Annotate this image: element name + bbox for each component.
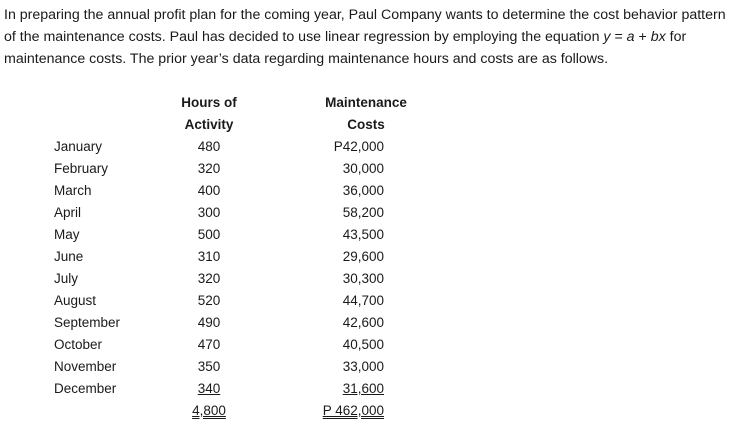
month-cell: April <box>54 205 82 220</box>
month-cell: May <box>54 227 80 242</box>
hours-cell: 310 <box>197 249 221 264</box>
equation-y: y <box>603 29 611 45</box>
header-hours-of-activity <box>166 92 252 136</box>
table-row <box>0 246 737 268</box>
hours-cell-value: 340 <box>197 381 221 396</box>
hours-cell: 520 <box>197 293 221 308</box>
hours-cell <box>166 378 252 400</box>
intro-text-part1: In preparing the annual profit plan for the coming year, Paul Company wants to determine the cost behavior pattern of the maintenance costs. Paul has decided to use linear regression by employing the equation <box>4 7 726 45</box>
header-hours-line2: Activity <box>184 117 234 132</box>
totals-row <box>0 400 737 422</box>
cost-cell: 33,000 <box>342 359 384 374</box>
hours-cell: 320 <box>197 271 221 286</box>
header-costs-line2: Costs <box>347 117 385 132</box>
month-cell: October <box>54 337 103 352</box>
table-row <box>0 268 737 290</box>
hours-cell: 320 <box>197 161 221 176</box>
hours-cell: 470 <box>197 337 221 352</box>
cost-cell: P42,000 <box>333 139 384 154</box>
month-cell: December <box>54 381 117 396</box>
hours-cell: 300 <box>197 205 221 220</box>
equation-plus: + <box>634 29 651 45</box>
cost-cell-value: 31,600 <box>342 381 384 396</box>
equation-equals: = <box>610 29 627 45</box>
table-row <box>0 334 737 356</box>
table-row <box>0 378 737 400</box>
table-row <box>0 180 737 202</box>
table-row <box>0 224 737 246</box>
header-hours-line1: Hours of <box>181 95 237 110</box>
header-costs-line1: Maintenance <box>325 95 407 110</box>
hours-cell: 490 <box>197 315 221 330</box>
intro-paragraph <box>4 4 732 70</box>
month-cell: July <box>54 271 79 286</box>
cost-cell <box>300 378 384 400</box>
month-cell: August <box>54 293 97 308</box>
cost-cell: 43,500 <box>342 227 384 242</box>
table-row <box>0 312 737 334</box>
month-cell: March <box>54 183 92 198</box>
month-cell: June <box>54 249 84 264</box>
cost-cell: 42,600 <box>342 315 384 330</box>
cost-cell: 30,000 <box>342 161 384 176</box>
hours-cell: 350 <box>197 359 221 374</box>
equation-bx: bx <box>650 29 666 45</box>
cost-cell: 58,200 <box>342 205 384 220</box>
cost-cell: 36,000 <box>342 183 384 198</box>
cost-cell: 29,600 <box>342 249 384 264</box>
table-row <box>0 290 737 312</box>
hours-cell: 500 <box>197 227 221 242</box>
total-hours-value: 4,800 <box>192 403 226 418</box>
intro-text-part2: for maintenance costs. The prior year’s data regarding maintenance hours and costs are as follows. <box>4 29 687 67</box>
table-row <box>0 202 737 224</box>
total-hours-cell <box>166 400 252 422</box>
cost-cell: 40,500 <box>342 337 384 352</box>
month-cell: January <box>54 139 103 154</box>
table-row <box>0 356 737 378</box>
total-cost-value: P 462,000 <box>322 403 384 418</box>
month-cell: November <box>54 359 117 374</box>
total-cost-cell <box>300 400 384 422</box>
cost-cell: 44,700 <box>342 293 384 308</box>
header-maintenance-costs <box>308 92 424 136</box>
month-cell: February <box>54 161 109 176</box>
hours-cell: 400 <box>197 183 221 198</box>
hours-cell: 480 <box>197 139 221 154</box>
equation-a: a <box>626 29 635 45</box>
table-row <box>0 136 737 158</box>
cost-cell: 30,300 <box>342 271 384 286</box>
month-cell: September <box>54 315 121 330</box>
table-row <box>0 158 737 180</box>
